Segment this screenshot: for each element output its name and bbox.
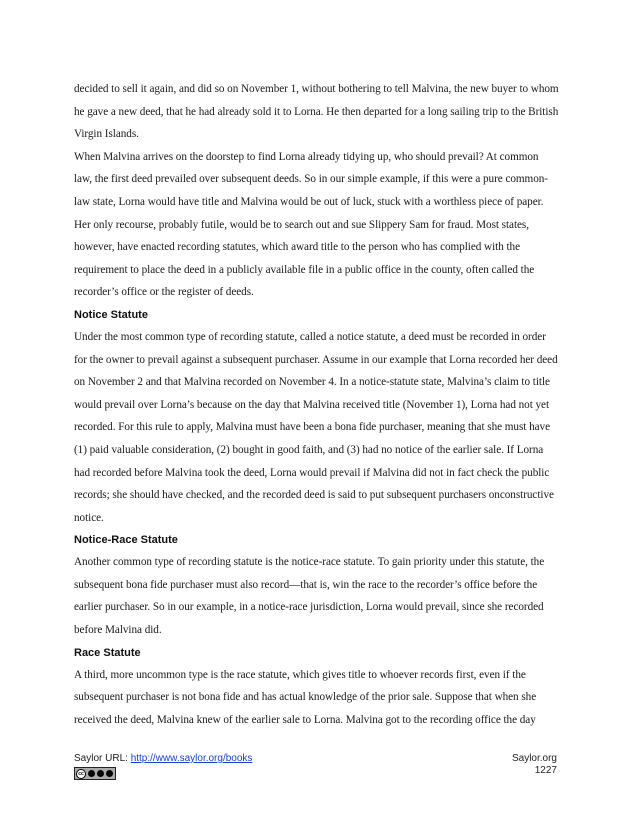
footer-site: Saylor.org [511, 753, 557, 764]
saylor-books-link[interactable]: http://www.saylor.org/books [130, 753, 253, 764]
cc-circle-icon: cc [76, 769, 86, 779]
section-heading: Race Statute [74, 646, 141, 659]
footer-page-info [512, 753, 557, 777]
paragraph: Another common type of recording statute is the notice-race statute. To gain priority under this statute, the subsequent bona fide purchaser must also record—that is, win the race to the recorder’s office before the earlier purchaser. So in our example, in a notice-race jurisdiction, Lorna would prevail, since she recorded before Malvina did. [74, 556, 545, 637]
cc-by-nc-sa-icon [74, 767, 116, 780]
nc-icon [97, 770, 104, 777]
footer-source [74, 753, 252, 765]
section-heading: Notice Statute [74, 308, 148, 321]
sa-icon [106, 770, 113, 777]
paragraph: When Malvina arrives on the doorstep to find Lorna already tidying up, who should prevail? At common law, the first deed prevailed over subsequent deeds. So in our simple example, if this were a pure common-law state, Lorna would have title and Malvina would be out of luck, stuck with a worthless piece of paper. Her only recourse, probably futile, would be to search out and sue Slippery Sam for fraud. Most states, however, have enacted recording statutes, which award title to the person who has complied with the requirement to place the deed in a publicly available file in a public office in the county, often called the recorder’s office or the register of deeds. [74, 150, 548, 299]
paragraph: decided to sell it again, and did so on November 1, without bothering to tell Malvina, the new buyer to whom he gave a new deed, that he had already sold it to Lorna. He then departed for a long sailing trip to the British Virgin Islands. [74, 83, 559, 141]
page-number: 1227 [534, 765, 557, 776]
by-icon [88, 770, 95, 777]
paragraph: A third, more uncommon type is the race statute, which gives title to whoever records first, even if the subsequent purchaser is not bona fide and has actual knowledge of the prior sale. Suppose that when she received the deed, Malvina knew of the earlier sale to Lorna. Malvina got to the recording office the day [74, 668, 537, 726]
document-body [74, 78, 559, 731]
section-heading: Notice-Race Statute [74, 534, 178, 547]
footer-url-label: Saylor URL: [74, 753, 131, 764]
paragraph: Under the most common type of recording statute, called a notice statute, a deed must be recorded in order for the owner to prevail against a subsequent purchaser. Assume in our example that Lorna recorded her deed on November 2 and that Malvina recorded on November 4. In a notice-statute state, Malvina’s claim to title would prevail over Lorna’s because on the day that Malvina received title (November 1), Lorna had not yet recorded. For this rule to apply, Malvina must have been a bona fide purchaser, meaning that she must have (1) paid valuable consideration, (2) bought in good faith, and (3) had no notice of the earlier sale. If Lorna had recorded before Malvina took the deed, Lorna would prevail if Malvina did not in fact check the public records; she should have checked, and the recorded deed is said to put subsequent purchasers onconstructive notice. [74, 330, 558, 524]
